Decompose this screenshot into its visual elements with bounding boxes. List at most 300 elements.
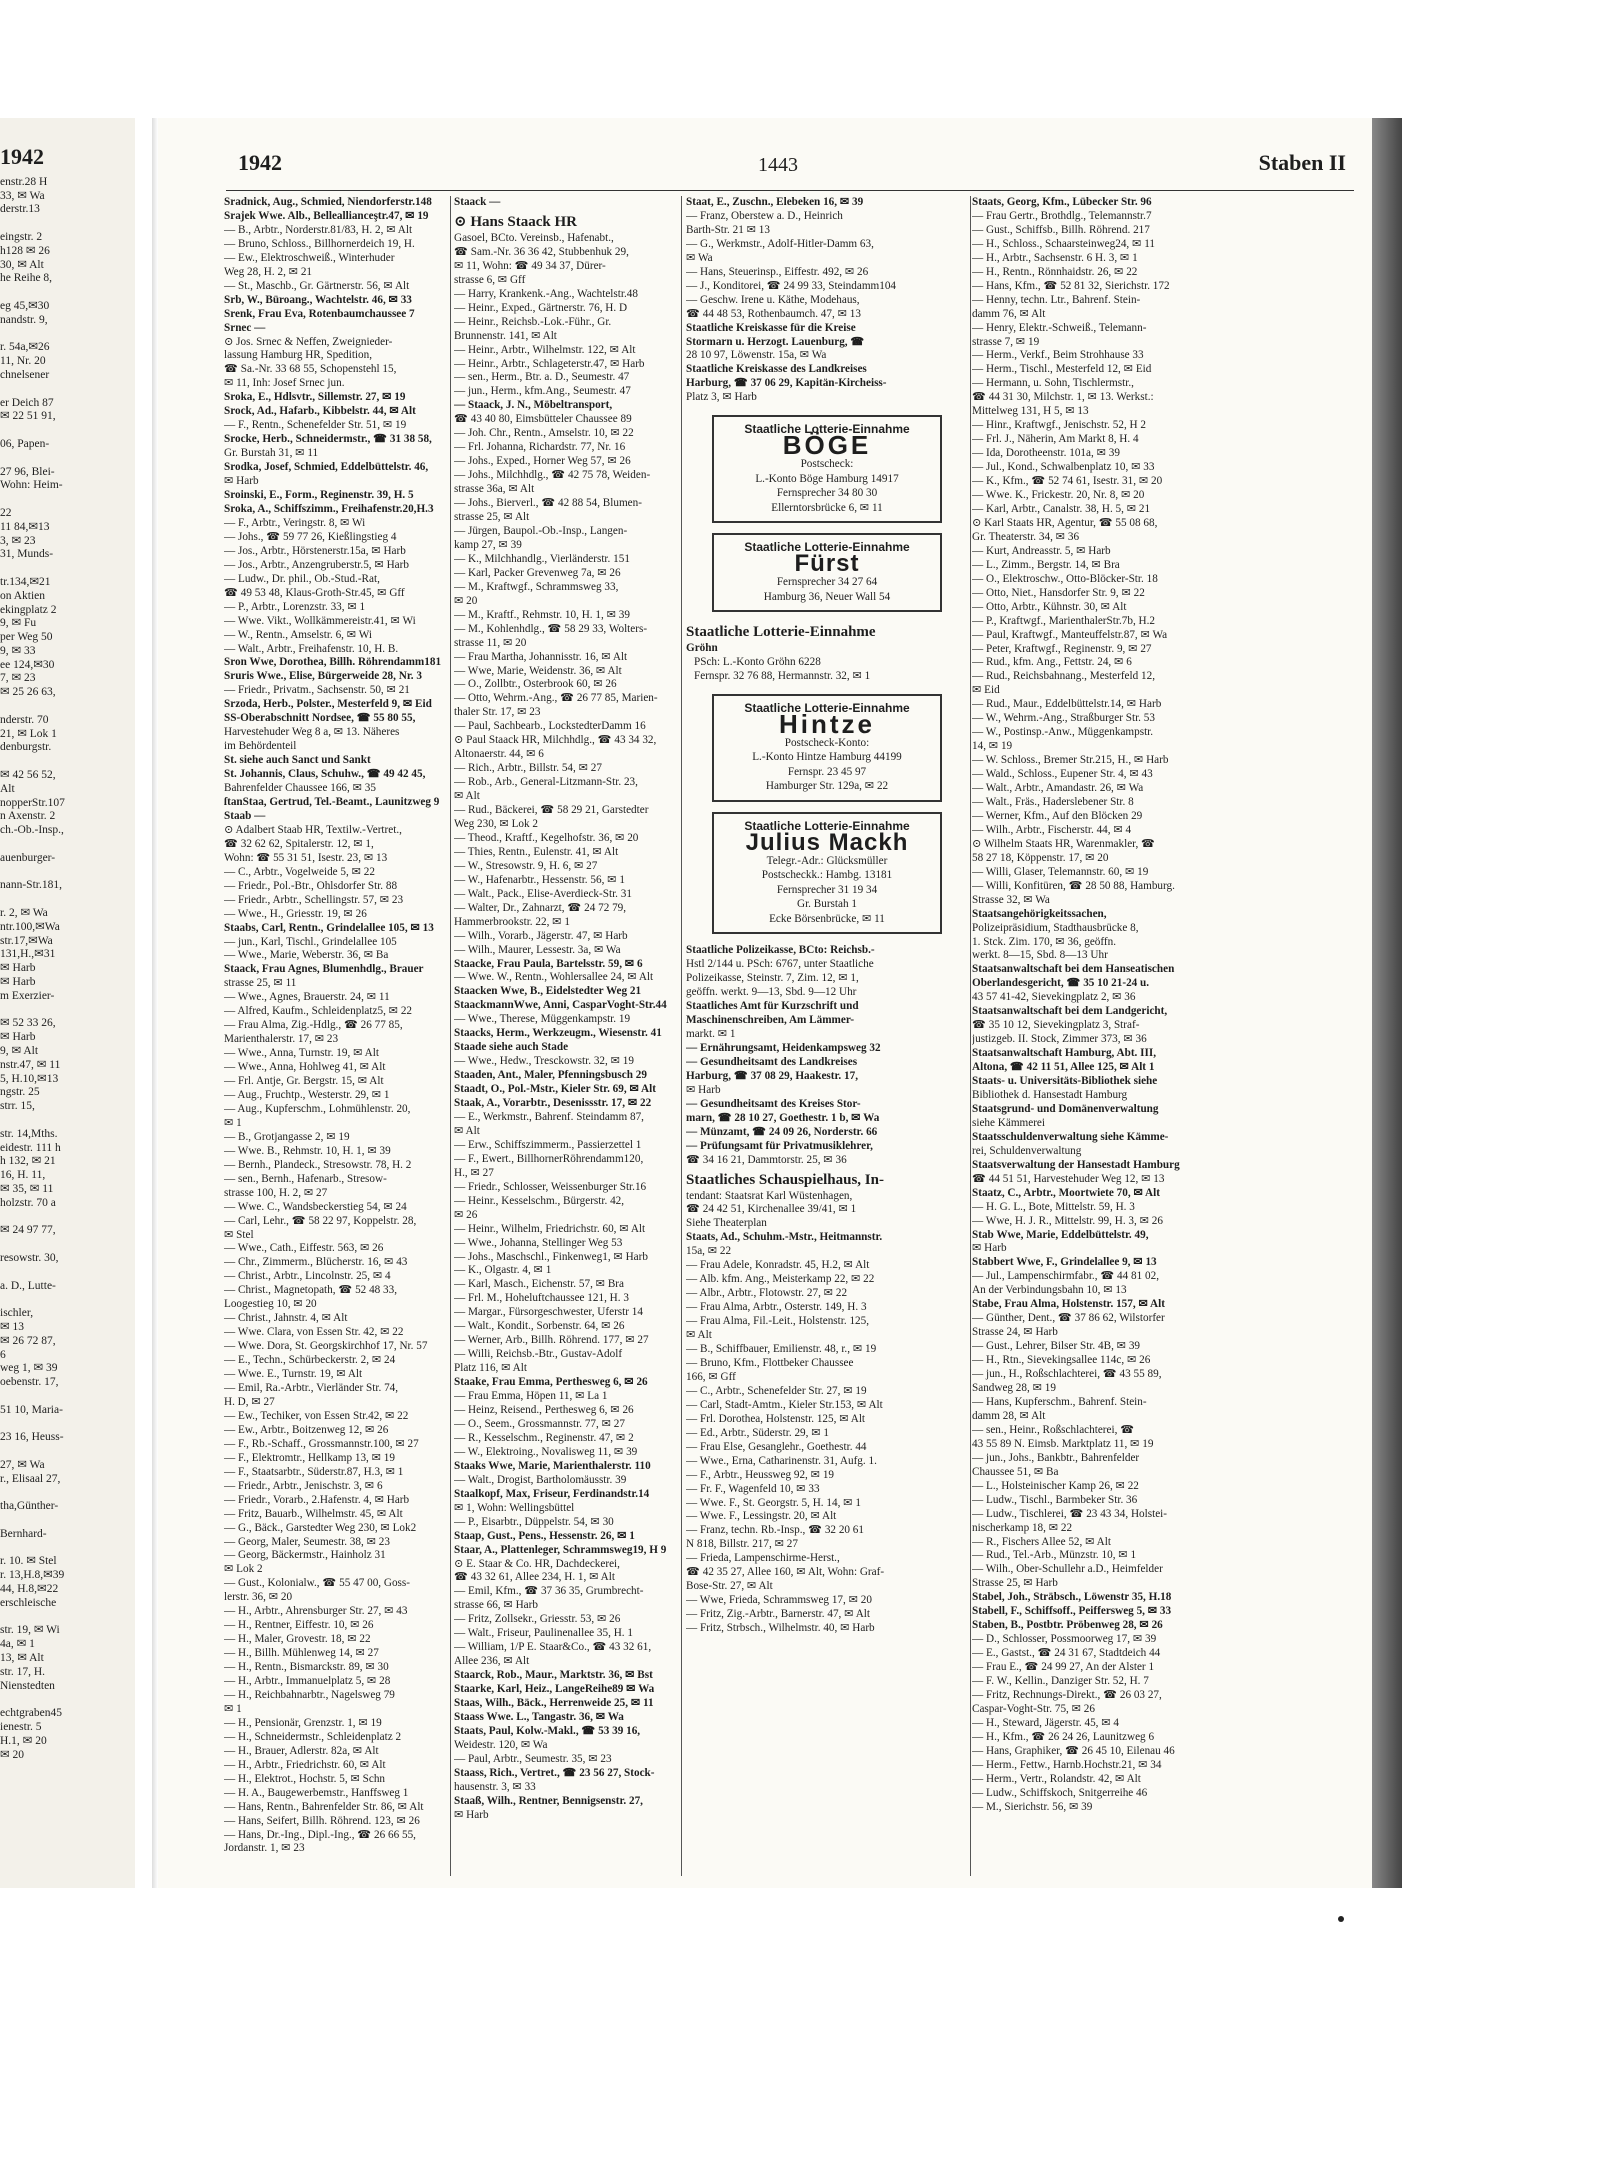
left-page-line: 16, H. 11, [0,1169,46,1182]
directory-entry-line: Sroka, E., Hdlsvtr., Sillemstr. 27, ✉ 19 [224,391,406,404]
directory-entry-line: — Ew., Elektroschweiß., Winterhuder [224,251,395,264]
left-page-line [0,1004,135,1018]
left-page-line: 27 96, Blei- [0,465,55,478]
directory-entry-line: — H., Rtn., Sievekingsallee 114c, ✉ 26 [972,1354,1151,1367]
directory-entry-line: — Johs., ☎ 59 77 26, Kießlingstieg 4 [224,530,397,543]
left-page-line [0,1542,135,1556]
left-page-strip [0,118,135,1888]
directory-entry-line: — Karl, Masch., Eichenstr. 57, ✉ Bra [454,1278,625,1291]
directory-entry-line: strasse 36a, ✉ Alt [454,483,535,496]
left-page-line: ✉ 25 26 63, [0,686,56,699]
directory-entry-line: ☎ 34 16 21, Dammtorstr. 25, ✉ 36 [686,1153,847,1166]
directory-entry-line: Siehe Theaterplan [686,1217,767,1230]
directory-entry-line: — Wwe, H. J. R., Mittelstr. 99, H. 3, ✉ 26 [972,1214,1163,1227]
directory-entry-line: — Ludw., Dr. phil., Ob.-Stud.-Rat, [224,572,380,585]
directory-entry-line: — Walt., Fräs., Haderslebener Str. 8 [972,795,1134,808]
directory-entry-line: — Gust., Kolonialw., ☎ 55 47 00, Goss- [224,1577,410,1590]
directory-entry-line: Strasse 25, ✉ Harb [972,1577,1058,1590]
directory-entry-line: Platz 116, ✉ Alt [454,1362,527,1375]
directory-entry-line: — Hans, Rentn., Bahrenfelder Str. 86, ✉ Alt [224,1800,424,1813]
directory-entry-line: 14, ✉ 19 [972,740,1013,753]
directory-entry-line: Wohn: ☎ 55 31 51, Isestr. 23, ✉ 13 [224,851,388,864]
left-page-line [0,424,135,438]
directory-entry-line: Staacke, Frau Paula, Bartelsstr. 59, ✉ 6 [454,957,643,970]
directory-entry-line: Staatliche Kreiskasse für die Kreise [686,321,856,334]
directory-entry-line: — Frau Martha, Johannisstr. 16, ✉ Alt [454,650,628,663]
directory-entry-line: Stabe, Frau Alma, Holstenstr. 157, ✉ Alt [972,1298,1165,1311]
directory-entry-line: Polizeikasse, Steinstr. 7, Zim. 12, ✉ 1, [686,972,859,985]
directory-entry-line: — Friedr., Vorarb., 2.Hafenstr. 4, ✉ Harb [224,1493,410,1506]
directory-entry-line: — Prüfungsamt für Privatmusiklehrer, [686,1139,873,1152]
directory-entry-line: ✉ Lok 2 [224,1563,263,1576]
directory-entry-line: ⊙ Paul Staack HR, Milchhdlg., ☎ 43 34 32, [454,734,657,747]
directory-entry-line: Weg 28, H. 2, ✉ 21 [224,265,313,278]
ad-mackh-name: Julius Mackh [745,828,909,856]
directory-entry-line: — Frl. Dorothea, Holstenstr. 125, ✉ Alt [686,1412,866,1425]
directory-entry-line: — Hans, Graphiker, ☎ 26 45 10, Eilenau 46 [972,1744,1175,1757]
directory-entry-line: Stormarn u. Herzogt. Lauenburg, ☎ [686,335,865,348]
left-page-line [0,1418,135,1432]
directory-entry-line: — Christ., Arbtr., Lincolnstr. 25, ✉ 4 [224,1270,391,1283]
directory-entry-line: Sruris Wwe., Elise, Bürgerweide 28, Nr. 3 [224,670,422,683]
directory-entry-line: ✉ 20 [454,594,478,607]
ad-fuerst-name: Fürst [794,550,860,578]
left-page-line: nstr.47, ✉ 11 [0,1058,61,1071]
directory-entry-line: — Frau Adele, Konradstr. 45, H.2, ✉ Alt [686,1259,870,1272]
directory-entry-line: Staarke, Karl, Heiz., LangeReihe89 ✉ Wa [454,1683,655,1696]
directory-entry-line: Staack, Frau Agnes, Blumenhdlg., Brauer [224,963,424,976]
directory-entry-line: — F., Rentn., Schenefelder Str. 51, ✉ 19 [224,419,407,432]
directory-entry-line: Harvestehuder Weg 8 a, ✉ 13. Näheres [224,726,400,739]
directory-entry-line: Hammerbrookstr. 22, ✉ 1 [454,915,570,928]
directory-entry-line: — Walt., Arbtr., Amandastr. 26, ✉ Wa [972,782,1144,795]
directory-entry-line: St. siehe auch Sanct und Sankt [224,754,371,767]
directory-entry-line: — Johs., Milchhdlg., ☎ 42 75 78, Weiden- [454,469,651,482]
directory-entry-line: Staar, A., Plattenleger, Schrammsweg19, H 9 [454,1543,667,1556]
directory-entry-line: — Christ., Jahnstr. 4, ✉ Alt [224,1312,348,1325]
left-page-line: per Weg 50 [0,631,53,644]
directory-entry-line: — Gesundheitsamt des Landkreises [686,1055,858,1068]
directory-entry-line: — R., Fischers Allee 52, ✉ Alt [972,1535,1111,1548]
column-1 [224,196,448,1876]
left-page-line: ✉ Harb [0,976,36,989]
directory-entry-line: — Frau E., ☎ 24 99 27, An der Alster 1 [972,1661,1155,1674]
directory-entry-line: — W., Rentn., Amselstr. 6, ✉ Wi [224,628,372,641]
left-page-line: ✉ 22 51 91, [0,410,56,423]
directory-entry-line: Sron Wwe, Dorothea, Billh. Röhrendamm181 [224,656,442,669]
directory-entry-line: Brunnenstr. 141, ✉ Alt [454,329,557,342]
directory-entry-line: Staak, A., Vorarbtr., Desenissstr. 17, ✉ 22 [454,1097,652,1110]
ad-mackh-line: Telegr.-Adr.: Glücksmüller [766,854,888,867]
directory-entry-line: Srodka, Josef, Schmied, Eddelbüttelstr. 46, [224,461,429,474]
directory-entry-line: An der Verbindungsbahn 10, ✉ 13 [972,1284,1127,1297]
left-page-line: 30, ✉ Alt [0,258,44,271]
left-page-line: nderstr. 70 [0,713,49,726]
directory-entry-line: — Wwe. F., Lessingstr. 20, ✉ Alt [686,1510,837,1523]
directory-entry-line: — Wwe., Anna, Hohlweg 41, ✉ Alt [224,1061,386,1074]
ad-hintze-name: Hintze [779,708,875,739]
directory-entry-line: — Heinr., Arbtr., Schlageterstr.47, ✉ Harb [454,357,645,370]
directory-entry-line: Staas, Wilh., Bäck., Herrenweide 25, ✉ 11 [454,1697,654,1710]
left-page-line [0,1514,135,1528]
directory-entry-line: Sroinski, E., Form., Reginenstr. 39, H. 5 [224,489,414,502]
ad-boge-name: BÖGE [782,430,872,461]
column-divider [970,196,971,1876]
left-page-line: ✉ 20 [0,1748,25,1761]
directory-entry-line: Srajek Wwe. Alb., Belleallianceştr.47, ✉ 19 [224,209,429,222]
left-page-line [0,1114,135,1128]
directory-entry-line: — Wwe. E., Turnstr. 19, ✉ Alt [224,1368,363,1381]
directory-entry-line: — St., Maschb., Gr. Gärtnerstr. 56, ✉ Alt [224,279,410,292]
directory-entry-line: — Ed., Arbtr., Süderstr. 29, ✉ 1 [686,1426,829,1439]
directory-entry-line: — Ludw., Schiffskoch, Snitgerreihe 46 [972,1786,1148,1799]
left-page-line: denburgstr. [0,741,52,754]
directory-entry-line: — Wwe. B., Rehmstr. 10, H. 1, ✉ 39 [224,1144,391,1157]
directory-entry-line: Srenk, Frau Eva, Rotenbaumchaussee 7 [224,307,415,320]
directory-entry-line: — Aug., Fruchtp., Westerstr. 29, ✉ 1 [224,1089,390,1101]
directory-entry-line: Barth-Str. 21 ✉ 13 [686,223,770,236]
directory-entry-line: — William, 1/P E. Staar&Co., ☎ 43 32 61, [454,1641,652,1654]
directory-entry-line: Staack — [454,196,501,208]
directory-entry-line: ✉ 11, Inh: Josef Srnec jun. [224,377,345,390]
directory-entry-line: N 818, Billstr. 217, ✉ 27 [686,1538,798,1551]
directory-entry-line: strasse 25, ✉ 11 [224,977,297,990]
directory-entry-line: — Franz, Oberstew a. D., Heinrich [686,209,843,222]
directory-entry-line: — Friedr., Privatm., Sachsenstr. 50, ✉ 21 [224,684,410,697]
directory-entry-line: Staatliche Polizeikasse, BCto: Reichsb.- [686,944,875,957]
directory-entry-line: — Walt., Drogist, Bartholomäusstr. 39 [454,1473,627,1486]
left-page-line: 23 16, Heuss- [0,1431,64,1444]
directory-entry-line: Staats, Paul, Kolw.-Makl., ☎ 53 39 16, [454,1724,641,1737]
directory-entry-line: — H., Rentn., Bismarckstr. 89, ✉ 30 [224,1661,389,1674]
left-page-line: ✉ 42 56 52, [0,769,56,782]
directory-entry-line: — Hans, Kfm., ☎ 52 81 32, Sierichstr. 172 [972,279,1170,292]
directory-entry-line: ✉ Harb [454,1808,489,1821]
directory-entry-line: Staake, Frau Emma, Perthesweg 6, ✉ 26 [454,1376,648,1389]
directory-entry-line: Srnec — [224,321,266,334]
directory-entry-line: 43 57 41-42, Sievekingplatz 2, ✉ 36 [972,991,1136,1004]
left-page-line [0,1238,135,1252]
directory-entry-line: — Wilh., Ober-Schullehr a.D., Heimfelder [972,1563,1163,1576]
directory-entry-line: justizgeb. II. Stock, Zimmer 373, ✉ 36 [972,1033,1147,1046]
directory-entry-line: ✉ Harb [972,1242,1007,1255]
directory-entry-line: — H., Maler, Grovestr. 18, ✉ 22 [224,1633,371,1646]
left-page-line: ✉ Harb [0,1031,36,1044]
directory-entry-line: — Wwe., Marie, Weberstr. 36, ✉ Ba [224,949,389,962]
left-page-line: auenburger- [0,851,56,864]
column-3 [686,196,968,1876]
left-page-line: 21, ✉ Lok 1 [0,727,57,740]
directory-entry-line: — Albr., Arbtr., Flotowstr. 27, ✉ 22 [686,1287,848,1300]
left-page-line: Nienstedten [0,1679,55,1692]
directory-entry-line: Bose-Str. 27, ✉ Alt [686,1580,773,1593]
directory-entry-line: — Karl, Packer Grevenweg 7a, ✉ 26 [454,566,621,579]
directory-entry-line: Staatz, C., Arbtr., Moortwiete 70, ✉ Alt [972,1186,1160,1199]
left-page-line [0,493,135,507]
left-page-line: 6 [0,1348,6,1361]
directory-entry-line: Staatliches Amt für Kurzschrift und [686,1000,859,1013]
directory-entry-line: — Fritz, Strbsch., Wilhelmstr. 40, ✉ Harb [686,1622,875,1635]
directory-entry-line: — Wwe., Agnes, Brauerstr. 24, ✉ 11 [224,991,390,1004]
directory-entry-line: — Hans, Kupferschm., Bahrenf. Stein- [972,1395,1147,1408]
left-page-line: h128 ✉ 26 [0,244,50,257]
directory-entry-line: — Wwe., Hedw., Tresckowstr. 32, ✉ 19 [454,1055,634,1068]
directory-entry-line: — Wwe. K., Frickestr. 20, Nr. 8, ✉ 20 [972,489,1145,502]
directory-entry-line: — H., Elektrot., Hochstr. 5, ✉ Schn [224,1772,386,1785]
directory-entry-line: — Bruno, Schloss., Billhornerdeich 19, H. [224,237,415,250]
directory-entry-line: ✉ Stel [224,1228,254,1241]
directory-entry-line: im Behördenteil [224,740,297,753]
directory-entry-line: — E., Techn., Schürbeckerstr. 2, ✉ 24 [224,1354,396,1367]
column-divider [681,196,682,1876]
directory-entry-line: Staat, E., Zuschn., Elebeken 16, ✉ 39 [686,196,864,208]
directory-entry-line: — O., Seem., Grossmannstr. 77, ✉ 27 [454,1417,625,1430]
directory-entry-line: — Friedr., Arbtr., Jenischstr. 3, ✉ 6 [224,1479,383,1492]
directory-entry-line: — Wilh., Maurer, Lessestr. 3a, ✉ Wa [454,943,621,956]
directory-entry-line: — W., Postinsp.-Anw., Müggenkampstr. [972,726,1154,739]
left-page-line: r. 13,H.8,✉39 [0,1569,65,1582]
ad-mackh-line: Postscheckk.: Hambg. 13181 [761,869,893,882]
directory-entry-line: — Joh. Chr., Rentn., Amselstr. 10, ✉ 22 [454,427,634,440]
directory-entry-line: — Ew., Techiker, von Essen Str.42, ✉ 22 [224,1409,409,1422]
directory-entry-line: — H., Schneidermstr., Schleidenplatz 2 [224,1730,402,1743]
directory-entry-line: — W. Schloss., Bremer Str.215, H., ✉ Harb [972,754,1169,767]
directory-entry-line: Staats, Ad., Schuhm.-Mstr., Heitmannstr. [686,1231,883,1244]
left-page-lines [0,176,135,1763]
left-page-line [0,838,135,852]
ad-fuerst-line: Hamburg 36, Neuer Wall 54 [763,590,891,603]
directory-entry-line: Staass Wwe. L., Tangastr. 36, ✉ Wa [454,1710,624,1723]
directory-entry-line: ✉ 1, Wohn: Wellingsbüttel [454,1501,575,1514]
directory-entry-line: — H., Brauer, Adlerstr. 82a, ✉ Alt [224,1744,379,1757]
ad-boge-line: Fernsprecher 34 80 30 [776,487,878,500]
directory-entry-line: tendant: Staatsrat Karl Wüstenhagen, [686,1189,853,1202]
directory-entry-line: — W., Stresowstr. 9, H. 6, ✉ 27 [454,859,598,872]
directory-entry-line: — Frau Alma, Arbtr., Osterstr. 149, H. 3 [686,1301,867,1314]
left-page-line: ch.-Ob.-Insp., [0,824,64,837]
directory-entry-line: — Heinr., Reichsb.-Lok.-Führ., Gr. [454,315,612,328]
left-page-line: ngstr. 25 [0,1086,40,1099]
directory-entry-line: — Alb. kfm. Ang., Meisterkamp 22, ✉ 22 [686,1273,875,1286]
groehn-line: Fernspr. 32 76 88, Hermannstr. 32, ✉ 1 [694,670,871,683]
ad-boge-line: Postscheck: [800,458,854,471]
directory-entry-line: rei, Schuldenverwaltung [972,1144,1082,1157]
directory-entry-line: — Paul, Kraftwgf., Manteuffelstr.87, ✉ Wa [972,628,1168,641]
directory-entry-line: — H., Billh. Mühlenweg 14, ✉ 27 [224,1647,379,1660]
left-page-line: str. 17, H. [0,1665,46,1678]
directory-entry-line: 1. Stck. Zim. 170, ✉ 36, geöffn. [972,935,1117,948]
groehn-entry [686,622,968,684]
directory-entry-line: — Willi, Glaser, Telemannstr. 60, ✉ 19 [972,865,1149,878]
directory-entry-line: — Frau Alma, Fil.-Leit., Holstenstr. 125, [686,1315,870,1328]
directory-entry-line: ⊙ Jos. Srnec & Neffen, Zweignieder- [224,335,393,348]
ad-hintze-line: Fernspr. 23 45 97 [787,765,867,778]
directory-entry-line: Hstl 2/144 u. PSch: 6767, unter Staatliche [686,958,874,971]
left-page-line: he Reihe 8, [0,272,53,285]
page-edge-shadow [1372,118,1402,1888]
directory-entry-line: — Wwe., Cath., Eiffestr. 563, ✉ 26 [224,1242,384,1255]
directory-entry-line: — H., Pensionär, Grenzstr. 1, ✉ 19 [224,1716,382,1729]
left-page-line [0,286,135,300]
directory-entry-line: Staats, Georg, Kfm., Lübecker Str. 96 [972,196,1152,208]
directory-entry-line: Staadt, O., Pol.-Mstr., Kieler Str. 69, ✉ Alt [454,1083,656,1096]
directory-entry-line: ⊙ Hans Staack HR [454,213,578,230]
ink-dot [1338,1916,1344,1922]
directory-entry-line: — K., Milchhandlg., Vierländerstr. 151 [454,552,630,565]
directory-entry-line: — Emil, Kfm., ☎ 37 36 35, Grumbrecht- [454,1585,644,1598]
left-page-line: Wohn: Heim- [0,479,63,492]
directory-entry-line: — Rich., Arbtr., Billstr. 54, ✉ 27 [454,762,602,775]
directory-entry-line: — Carl, Lehr., ☎ 58 22 97, Koppelstr. 28, [224,1214,417,1227]
left-page-line: 131,H.,✉31 [0,948,56,961]
directory-entry-line: ☎ Sam.-Nr. 36 36 42, Stubbenhuk 29, [454,245,629,258]
directory-entry-line: ⊙ Karl Staats HR, Agentur, ☎ 55 08 68, [972,516,1158,529]
directory-entry-line: Srock, Ad., Hafarb., Kibbelstr. 44, ✉ Alt [224,405,416,418]
directory-entry-line: Staatsschuldenverwaltung siehe Kämme- [972,1130,1169,1143]
directory-entry-line: — Walt., Arbtr., Freihafenstr. 10, H. B. [224,642,399,655]
ad-boge-line: Ellerntorsbrücke 6, ✉ 11 [771,501,883,514]
directory-entry-line: — Peter, Kraftwgf., Reginenstr. 9, ✉ 27 [972,642,1152,655]
directory-entry-line: Srzoda, Herb., Polster., Mesterfeld 9, ✉ Eid [224,698,432,711]
left-page-line: echtgraben45 [0,1707,62,1720]
directory-entry-line: werkt. 8—15, Sbd. 8—13 Uhr [972,949,1108,962]
left-page-line: ✉ 52 33 26, [0,1017,56,1030]
directory-entry-line: Staats- u. Universitäts-Bibliothek siehe [972,1075,1158,1088]
directory-entry-line: ☎ 44 51 51, Harvestehuder Weg 12, ✉ 13 [972,1172,1165,1185]
directory-entry-line: — Paul, Sachbearb., LockstedterDamm 16 [454,720,646,733]
directory-entry-line: — Heinr., Exped., Gärtnerstr. 76, H. D [454,301,628,314]
column-3-top-entries [686,196,968,405]
directory-entry-line: Staaks Wwe, Marie, Marienthalerstr. 110 [454,1459,651,1472]
ad-mackh-line: Fernsprecher 31 19 34 [776,883,878,896]
left-page-line: enstr.28 H [0,175,48,188]
directory-entry-line: — jun., H., Roßschlachterei, ☎ 43 55 89, [972,1368,1162,1381]
directory-entry-line: — F., Rb.-Schaff., Grossmannstr.100, ✉ 27 [224,1437,419,1450]
directory-entry-line: — Wilh., Vorarb., Jägerstr. 47, ✉ Harb [454,929,628,942]
directory-entry-line: — Herm., Verkf., Beim Strohhause 33 [972,349,1144,362]
directory-entry-line: — Walter, Dr., Zahnarzt, ☎ 24 72 79, [454,901,627,914]
directory-entry-line: ✉ Wa [686,251,713,264]
directory-entry-line: — Willi, Konfitüren, ☎ 28 50 88, Hamburg. [972,879,1175,892]
directory-entry-line: — M., Kohlenhdlg., ☎ 58 29 33, Wolters- [454,622,648,635]
directory-entry-line: — O., Zollbtr., Osterbrook 60, ✉ 26 [454,678,617,691]
directory-entry-line: — Münzamt, ☎ 24 09 26, Norderstr. 66 [686,1125,878,1138]
directory-entry-line: — Frau Gertr., Brothdlg., Telemannstr.7 [972,209,1152,222]
directory-entry-line: ☎ 35 10 12, Sievekingplatz 3, Straf- [972,1019,1140,1032]
directory-entry-line: Bahrenfelder Chaussee 166, ✉ 35 [224,782,376,795]
directory-entry-line: Allee 236, ✉ Alt [454,1655,530,1668]
left-page-line: a. D., Lutte- [0,1279,56,1292]
left-page-line [0,1487,135,1501]
left-page-line: weg 1, ✉ 39 [0,1362,58,1375]
directory-entry-line: Jordanstr. 1, ✉ 23 [224,1842,305,1855]
directory-entry-line: — Herm., Tischl., Mesterfeld 12, ✉ Eid [972,363,1152,376]
directory-entry-line: — H., Schloss., Schaarsteinweg24, ✉ 11 [972,237,1155,250]
directory-entry-line: ☎ 44 31 30, Milchstr. 1, ✉ 13. Werkst.: [972,391,1154,404]
directory-entry-line: Strasse 32, ✉ Wa [972,893,1050,906]
directory-entry-line: kamp 27, ✉ 39 [454,538,522,551]
left-page-line [0,700,135,714]
directory-entry-line: — C., Arbtr., Vogelweide 5, ✉ 22 [224,865,375,878]
left-page-line: ✉ 24 97 77, [0,1224,56,1237]
directory-entry-line: lassung Hamburg HR, Spedition, [224,349,373,362]
directory-entry-line: Gr. Burstah 31, ✉ 11 [224,447,319,460]
directory-entry-line: Caspar-Voght-Str. 75, ✉ 26 [972,1702,1095,1715]
directory-entry-line: — L., Zimm., Bergstr. 14, ✉ Bra [972,558,1120,571]
left-page-line: ee 124,✉30 [0,658,55,671]
directory-entry-line: — Wwe. F., St. Georgstr. 5, H. 14, ✉ 1 [686,1496,861,1509]
directory-entry-line: marn, ☎ 28 10 27, Goethestr. 1 b, ✉ Wa [686,1111,880,1124]
left-page-line: resowstr. 30, [0,1251,59,1264]
left-page-line: str. 19, ✉ Wi [0,1624,60,1637]
ad-boge-line: L.-Konto Böge Hamburg 14917 [755,472,899,485]
directory-entry-line: — Wwe. W., Rentn., Wohlersallee 24, ✉ Alt [454,971,654,984]
directory-entry-line: — Rud., Bäckerei, ☎ 58 29 21, Garstedter [454,804,649,817]
left-page-line: ienestr. 5 [0,1721,42,1734]
directory-entry-line: — F., Arbtr., Veringstr. 8, ✉ Wi [224,516,366,529]
directory-entry-line: Bibliothek d. Hansestadt Hamburg [972,1089,1128,1101]
directory-entry-line: — Heinz, Reisend., Perthesweg 6, ✉ 26 [454,1404,634,1417]
directory-entry-line: — M., Sierichstr. 56, ✉ 39 [972,1800,1093,1813]
left-page-line: ✉ 26 72 87, [0,1334,56,1347]
left-page-line: 3, ✉ 23 [0,534,36,547]
ad-mackh [712,812,942,934]
directory-entry-line: — B., Schiffbauer, Emilienstr. 48, r., ✉ 19 [686,1343,877,1356]
directory-entry-line: — Hinr., Kraftwgf., Jenischstr. 52, H 2 [972,419,1147,432]
directory-entry-line: — Walt., Pack., Elise-Averdieck-Str. 31 [454,887,632,900]
directory-entry-line: SS-Oberabschnitt Nordsee, ☎ 55 80 55, [224,712,416,725]
directory-entry-line: — Ernährungsamt, Heidenkampsweg 32 [686,1041,881,1054]
directory-entry-line: — Hans, Steuerinsp., Eiffestr. 492, ✉ 26 [686,265,869,278]
directory-entry-line: ✉ 1 [224,1702,242,1715]
directory-entry-line: — Kurt, Andreasstr. 5, ✉ Harb [972,544,1111,557]
directory-entry-line: — Bruno, Kfm., Flottbeker Chaussee [686,1356,854,1369]
ad-mackh-header: Staatliche Lotterie-Einnahme [744,818,910,833]
directory-entry-line: — F., Elektromtr., Hellkamp 13, ✉ 19 [224,1451,395,1464]
left-page-line: ekingplatz 2 [0,603,57,616]
directory-entry-line: — Gust., Schiffsb., Billh. Röhrend. 217 [972,223,1150,236]
directory-entry-line: ✉ Harb [224,475,259,488]
directory-entry-line: — Georg, Maler, Seumestr. 38, ✉ 23 [224,1535,390,1548]
directory-entry-line: ☎ 24 42 51, Kirchenallee 39/41, ✉ 1 [686,1203,857,1216]
directory-entry-line: 43 55 89 N. Eimsb. Marktplatz 11, ✉ 19 [972,1437,1154,1450]
left-page-line [0,328,135,342]
directory-entry-line: Oberlandesgericht, ☎ 35 10 21-24 u. [972,977,1150,990]
directory-entry-line: ✉ 1 [224,1116,242,1129]
left-page-line: 33, ✉ Wa [0,189,45,202]
directory-entry-line: Sroka, A., Schiffszimm., Freihafenstr.20,H.3 [224,502,434,515]
directory-entry-line: — Otto, Wehrm.-Ang., ☎ 26 77 85, Marien- [454,692,658,705]
directory-entry-line: — Fritz, Rechnungs-Direkt., ☎ 26 03 27, [972,1688,1162,1701]
directory-entry-line: ☎ 44 48 53, Rothenbaumch. 47, ✉ 13 [686,307,861,320]
directory-entry-line: Staaß, Wilh., Rentner, Bennigsenstr. 27, [454,1794,643,1807]
directory-entry-line: — Walt., Friseur, Paulinenallee 35, H. 1 [454,1627,633,1640]
directory-entry-line: — J., Konditorei, ☎ 24 99 33, Steindamm104 [686,279,897,292]
directory-entry-line: — Wwe., Erna, Catharinenstr. 31, Aufg. 1. [686,1454,877,1467]
left-page-line [0,1445,135,1459]
ad-mackh-line: Gr. Burstah 1 [797,898,857,911]
directory-entry-line: — Thies, Rentn., Eulenstr. 41, ✉ Alt [454,845,619,858]
directory-entry-line: — Jul., Kond., Schwalbenplatz 10, ✉ 33 [972,461,1155,474]
left-page-line: r. 2, ✉ Wa [0,907,48,920]
directory-entry-line: nischerkamp 18, ✉ 22 [972,1521,1073,1534]
directory-entry-line: — Frau Else, Gesanglehr., Goethestr. 44 [686,1440,867,1453]
directory-entry-line: — Frl. M., Hoheluftchaussee 121, H. 3 [454,1292,629,1305]
directory-entry-line: strasse 25, ✉ Alt [454,511,530,524]
directory-entry-line: — Christ., Magnetopath, ☎ 52 48 33, [224,1284,398,1297]
left-page-line: eingstr. 2 [0,230,43,243]
directory-entry-line: ⊙ E. Staar & Co. HR, Dachdeckerei, [454,1557,620,1570]
